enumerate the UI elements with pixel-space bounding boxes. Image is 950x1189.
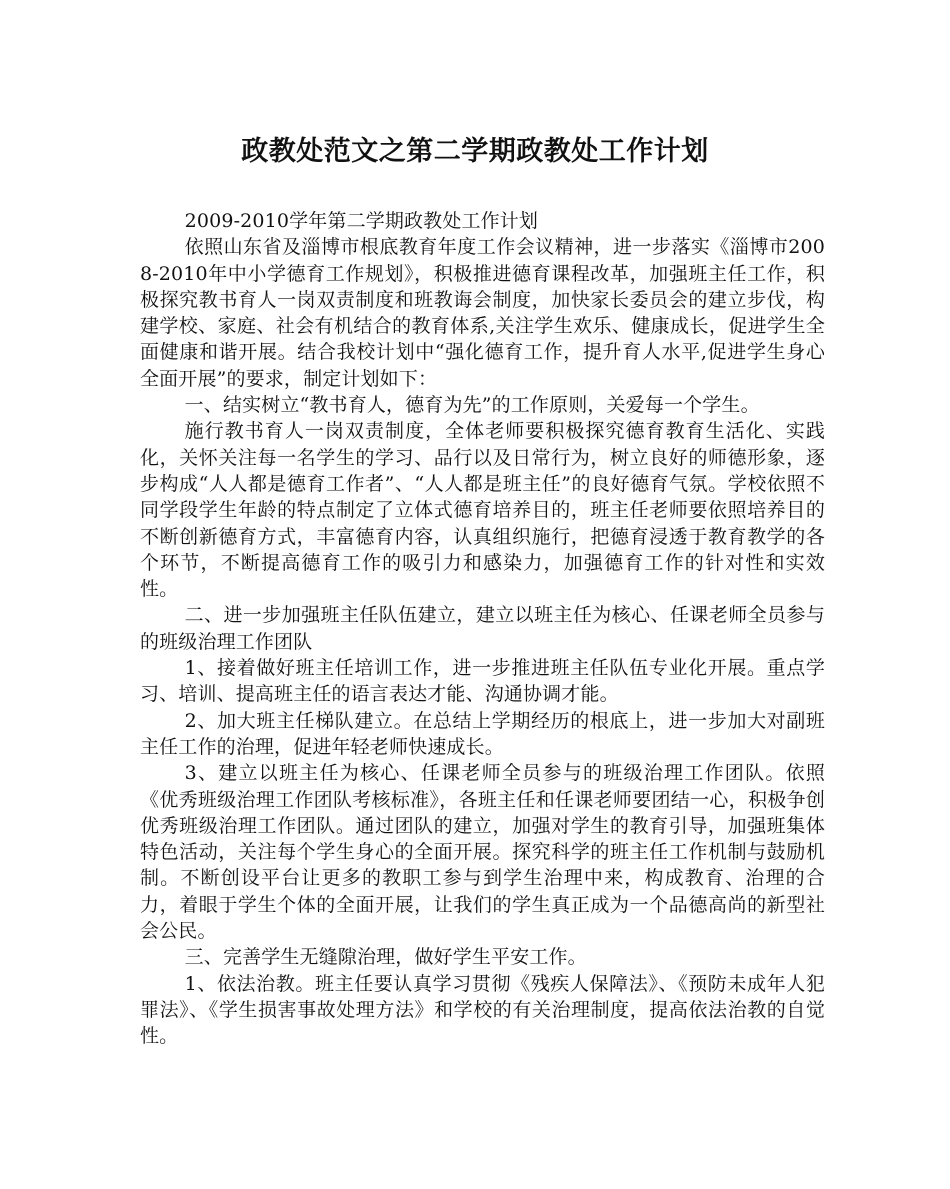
section-2-item-1: 1、接着做好班主任培训工作，进一步推进班主任队伍专业化开展。重点学习、培训、提高班主任的语言表达才能、沟通协调才能。: [140, 657, 825, 706]
section-1-heading: 一、结实树立“教书育人，德育为先”的工作原则，关爱每一个学生。: [184, 394, 760, 417]
section-3-heading: 三、完善学生无缝隙治理，做好学生平安工作。: [184, 946, 587, 969]
plan-heading: 2009-2010学年第二学期政教处工作计划: [184, 210, 539, 232]
document-title: 政教处范文之第二学期政教处工作计划: [241, 136, 709, 167]
intro-paragraph: 依照山东省及淄博市根底教育年度工作会议精神，进一步落实《淄博市2008-2010年中小学德育工作规划》，积极推进德育课程改革，加强班主任工作，积极探究教书育人一岗双责制度和班教诲会制度，加快家长委员会的建立步伐，构建学校、家庭、社会有机结合的教育体系,关注学生欢乐、健康成长，促进学生全面健康和谐开展。结合我校计划中“强化德育工作，提升育人水平,促进学生身心全面开展”的要求，制定计划如下：: [140, 236, 825, 390]
section-2-heading: 二、进一步加强班主任队伍建立，建立以班主任为核心、任课老师全员参与的班级治理工作团队: [140, 604, 825, 653]
section-2-item-3: 3、建立以班主任为核心、任课老师全员参与的班级治理工作团队。依照《优秀班级治理工作团队考核标准》，各班主任和任课老师要团结一心，积极争创优秀班级治理工作团队。通过团队的建立，加强对学生的教育引导，加强班集体特色活动，关注每个学生身心的全面开展。探究科学的班主任工作机制与鼓励机制。不断创设平台让更多的教职工参与到学生治理中来，构成教育、治理的合力，着眼于学生个体的全面开展，让我们的学生真正成为一个品德高尚的新型社会公民。: [140, 762, 825, 943]
section-2-item-2: 2、加大班主任梯队建立。在总结上学期经历的根底上，进一步加大对副班主任工作的治理，促进年轻老师快速成长。: [140, 709, 825, 758]
section-1-paragraph: 施行教书育人一岗双责制度，全体老师要积极探究德育教育生活化、实践化，关怀关注每一名学生的学习、品行以及日常行为，树立良好的师德形象，逐步构成“人人都是德育工作者”、“人人都是班主任”的良好德育气氛。学校依照不同学段学生年龄的特点制定了立体式德育培养目的，班主任老师要依照培养目的不断创新德育方式，丰富德育内容，认真组织施行，把德育浸透于教育教学的各个环节，不断提高德育工作的吸引力和感染力，加强德育工作的针对性和实效性。: [140, 420, 825, 601]
section-3-item-1: 1、依法治教。班主任要认真学习贯彻《残疾人保障法》、《预防未成年人犯罪法》、《学生损害事故处理方法》和学校的有关治理制度，提高依法治教的自觉性。: [140, 972, 825, 1048]
document-body: [140, 208, 825, 1050]
